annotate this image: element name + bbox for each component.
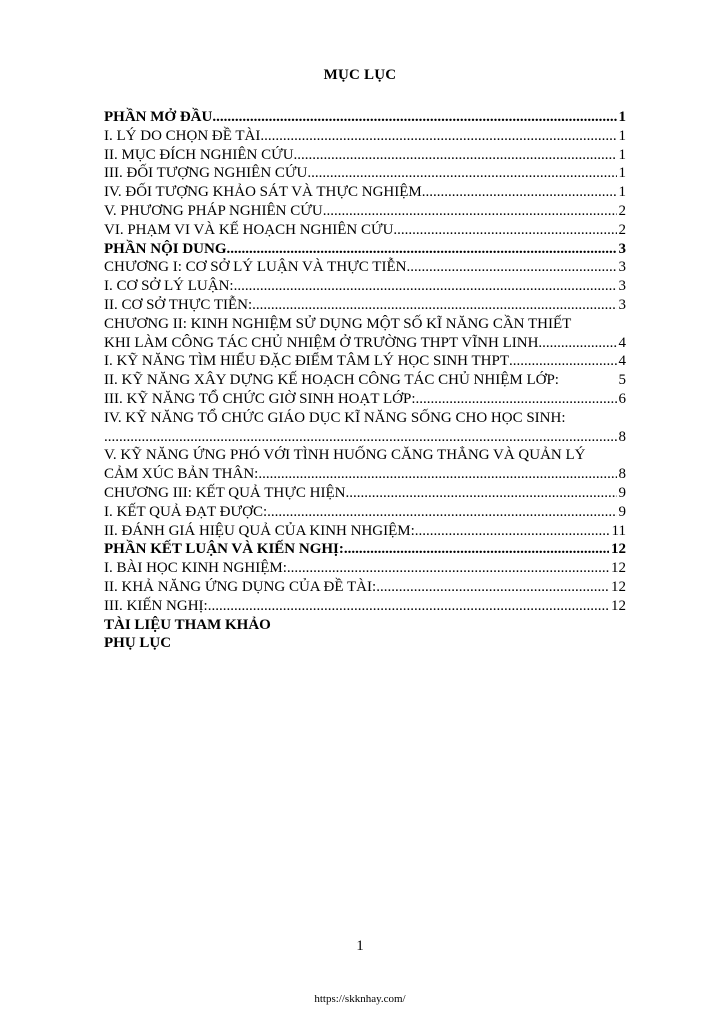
toc-page-number: 8 [618, 466, 626, 483]
toc-page-number: 12 [611, 597, 626, 614]
toc-entry-title: KHI LÀM CÔNG TÁC CHỦ NHIỆM Ở TRƯỜNG THPT VĨNH LINH [104, 334, 539, 351]
toc-leader-dots [376, 578, 609, 597]
toc-leader-dots [406, 258, 616, 277]
toc-entry [104, 108, 626, 127]
toc-leader-dots [252, 296, 616, 315]
toc-entry-title: II. KỸ NĂNG XÂY DỰNG KẾ HOẠCH CÔNG TÁC CHỦ NHIỆM LỚP: [104, 372, 559, 389]
toc-entry [104, 164, 626, 183]
toc-leader-dots [287, 559, 609, 578]
toc-page-number: 8 [618, 428, 626, 445]
toc-entry-title: IV. ĐỐI TƯỢNG KHẢO SÁT VÀ THỰC NGHIỆM [104, 184, 422, 201]
toc-page-number: 12 [611, 541, 626, 558]
toc-entry-title: II. KHẢ NĂNG ỨNG DỤNG CỦA ĐỀ TÀI: [104, 578, 377, 595]
toc-entry [104, 522, 626, 541]
toc-leader-dots [422, 183, 617, 202]
toc-heading: TÀI LIỆU THAM KHẢO [104, 616, 271, 633]
toc-page-number: 3 [618, 278, 626, 295]
toc-leader-dots [260, 127, 616, 146]
toc-entry [104, 540, 626, 559]
toc-page-number: 12 [611, 578, 626, 595]
toc-leader-dots [104, 428, 617, 447]
toc-entry-title: I. KẾT QUẢ ĐẠT ĐƯỢC: [104, 503, 268, 520]
toc-entry-line: IV. KỸ NĂNG TỔ CHỨC GIÁO DỤC KĨ NĂNG SỐNG CHO HỌC SINH: [104, 409, 566, 426]
toc-entry [104, 296, 626, 315]
toc-entry [104, 390, 626, 409]
page-title: MỤC LỤC [323, 67, 397, 83]
toc-entry-title: II. MỤC ĐÍCH NGHIÊN CỨU [104, 146, 294, 163]
toc-page-number: 9 [618, 503, 626, 520]
toc-entry [104, 277, 626, 296]
toc-entry [104, 371, 626, 390]
toc-entry-line: V. KỸ NĂNG ỨNG PHÓ VỚI TÌNH HUỐNG CĂNG THẲNG VÀ QUẢN LÝ [104, 447, 586, 464]
toc-entry-title: VI. PHẠM VI VÀ KẾ HOẠCH NGHIÊN CỨU [104, 221, 394, 238]
toc-leader-dots [415, 522, 610, 541]
toc-leader-dots [344, 540, 609, 559]
toc-leader-dots [345, 484, 616, 503]
toc-entry-title: II. CƠ SỞ THỰC TIỄN: [104, 296, 253, 313]
toc-leader-dots [393, 221, 616, 240]
toc-page-number: 2 [618, 221, 626, 238]
toc-heading: PHỤ LỤC [104, 635, 172, 652]
toc-entry [104, 578, 626, 597]
toc-leader-dots [212, 108, 616, 127]
toc-entry-title: I. KỸ NĂNG TÌM HIỂU ĐẶC ĐIỂM TÂM LÝ HỌC SINH THPT [104, 353, 509, 370]
toc-entry [104, 334, 626, 353]
toc-entry [104, 127, 626, 146]
toc-page-number: 5 [618, 372, 626, 389]
toc-entry [104, 352, 626, 371]
toc-leader-dots [258, 465, 616, 484]
toc-entry-title: PHẦN KẾT LUẬN VÀ KIẾN NGHỊ: [104, 541, 344, 558]
toc-page-number: 1 [618, 109, 626, 125]
toc-page-number: 1 [618, 165, 626, 182]
toc-page-number: 2 [618, 202, 626, 219]
toc-entry-title: II. ĐÁNH GIÁ HIỆU QUẢ CỦA KINH NHGIỆM: [104, 522, 415, 539]
toc-page-number: 6 [618, 390, 626, 407]
table-of-contents [104, 108, 626, 653]
toc-entry [104, 221, 626, 240]
toc-entry-line: CHƯƠNG II: KINH NGHIỆM SỬ DỤNG MỘT SỐ KĨ NĂNG CẦN THIẾT [104, 315, 572, 332]
toc-entry-title: III. KỸ NĂNG TỔ CHỨC GIỜ SINH HOẠT LỚP: [104, 390, 416, 407]
toc-page-number: 3 [618, 296, 626, 313]
toc-entry [104, 484, 626, 503]
toc-entry-title: III. KIẾN NGHỊ: [104, 597, 208, 614]
toc-entry [104, 503, 626, 522]
toc-page-number: 3 [618, 240, 626, 257]
toc-entry-title: CHƯƠNG I: CƠ SỞ LÝ LUẬN VÀ THỰC TIỄN [104, 259, 407, 276]
toc-entry-title: I. CƠ SỞ LÝ LUẬN: [104, 278, 234, 295]
toc-leader-dots [509, 352, 617, 371]
toc-entry [104, 597, 626, 616]
toc-entry [104, 428, 626, 447]
toc-page-number: 12 [611, 560, 626, 577]
toc-entry-title: PHẦN MỞ ĐẦU [104, 109, 213, 125]
toc-entry [104, 146, 626, 165]
toc-entry [104, 258, 626, 277]
toc-entry-title: V. PHƯƠNG PHÁP NGHIÊN CỨU [104, 202, 323, 219]
toc-entry-title: CHƯƠNG III: KẾT QUẢ THỰC HIỆN [104, 484, 346, 501]
toc-page-number: 9 [618, 484, 626, 501]
toc-entry [104, 559, 626, 578]
toc-leader-dots [416, 390, 617, 409]
toc-leader-dots [208, 597, 609, 616]
toc-leader-dots [234, 277, 617, 296]
toc-page-number: 1 [618, 146, 626, 163]
toc-leader-dots [227, 240, 617, 259]
toc-entry [104, 202, 626, 221]
toc-entry-title: III. ĐỐI TƯỢNG NGHIÊN CỨU [104, 165, 308, 182]
toc-entry-title: I. LÝ DO CHỌN ĐỀ TÀI [104, 127, 261, 144]
toc-entry [104, 465, 626, 484]
toc-page-number: 1 [618, 127, 626, 144]
toc-leader-dots [294, 146, 617, 165]
toc-page-number: 11 [611, 522, 626, 539]
toc-leader-dots [538, 334, 616, 353]
toc-page-number: 4 [618, 334, 626, 351]
toc-entry-title: I. BÀI HỌC KINH NGHIỆM: [104, 560, 287, 577]
toc-leader-dots [307, 164, 616, 183]
page-number: 1 [356, 938, 364, 954]
toc-leader-dots [267, 503, 616, 522]
toc-entry-title: PHẦN NỘI DUNG [104, 240, 227, 257]
toc-page-number: 4 [618, 353, 626, 370]
toc-leader-dots [323, 202, 617, 221]
toc-entry [104, 183, 626, 202]
footer-url: https://skknhay.com/ [314, 993, 406, 1005]
toc-page-number: 3 [618, 259, 626, 276]
toc-entry-title: CẢM XÚC BẢN THÂN: [104, 466, 259, 483]
toc-page-number: 1 [618, 184, 626, 201]
toc-entry [104, 240, 626, 259]
